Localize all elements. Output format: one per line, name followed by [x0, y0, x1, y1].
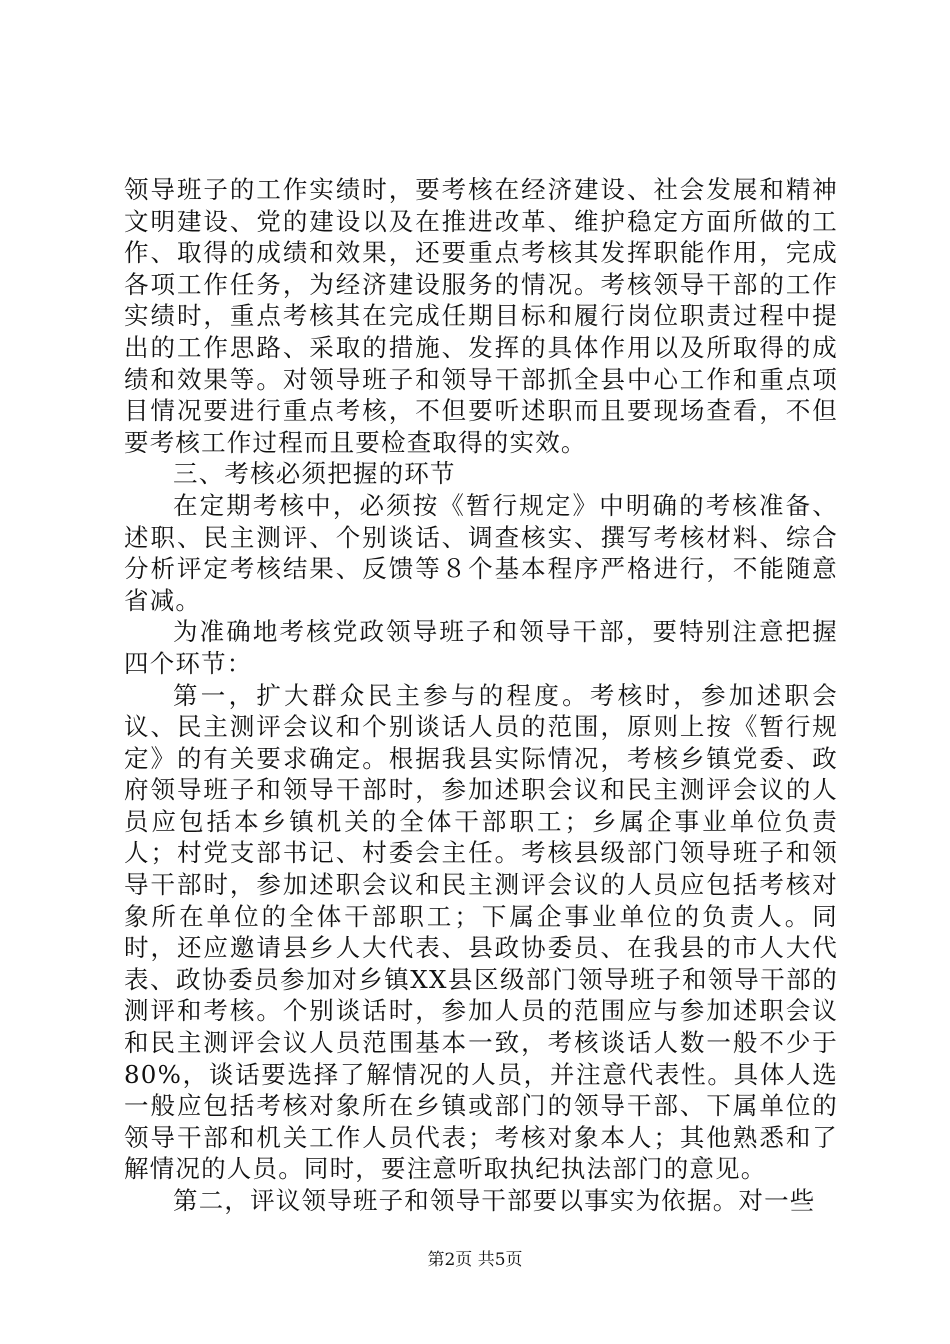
- section-heading: 三、考核必须把握的环节: [173, 459, 456, 489]
- paragraph-4: 第一，扩大群众民主参与的程度。考核时，参加述职会议、民主测评会议和个别谈话人员的范围，原则上按《暂行规定》的有关要求确定。根据我县实际情况，考核乡镇党委、政府领导班子和领导干部时，参加述职会议和民主测评会议的人员应包括本乡镇机关的全体干部职工；乡属企事业单位负责人；村党支部书记、村委会主任。考核县级部门领导班子和领导干部时，参加述职会议和民主测评会议的人员应包括考核对象所在单位的全体干部职工；下属企事业单位的负责人。同时，还应邀请县乡人大代表、县政协委员、在我县的市人大代表、政协委员参加对乡镇XX县区级部门领导班子和领导干部的测评和考核。个别谈话时，参加人员的范围应与参加述职会议和民主测评会议人员范围基本一致，考核谈话人数一般不少于80%，谈话要选择了解情况的人员，并注意代表性。具体人选一般应包括考核对象所在乡镇或部门的领导干部、下属单位的领导干部和机关工作人员代表；考核对象本人；其他熟悉和了解情况的人员。同时，要注意听取执纪执法部门的意见。: [124, 680, 838, 1184]
- paragraph-3: 为准确地考核党政领导班子和领导干部，要特别注意把握四个环节：: [124, 617, 838, 678]
- paragraph-1: 领导班子的工作实绩时，要考核在经济建设、社会发展和精神文明建设、党的建设以及在推进改革、维护稳定方面所做的工作、取得的成绩和效果，还要重点考核其发挥职能作用，完成各项工作任务，为经济建设服务的情况。考核领导干部的工作实绩时，重点考核其在完成任期目标和履行岗位职责过程中提出的工作思路、采取的措施、发挥的具体作用以及所取得的成绩和效果等。对领导班子和领导干部抓全县中心工作和重点项目情况要进行重点考核，不但要听述职而且要现场查看，不但要考核工作过程而且要检查取得的实效。: [124, 175, 838, 457]
- paragraph-5: 第二，评议领导班子和领导干部要以事实为依据。对一些: [173, 1186, 816, 1215]
- paragraph-2: 在定期考核中，必须按《暂行规定》中明确的考核准备、述职、民主测评、个别谈话、调查核实、撰写考核材料、综合分析评定考核结果、反馈等８个基本程序严格进行，不能随意省减。: [124, 490, 838, 615]
- page-footer: 第2页 共5页: [427, 1250, 523, 1270]
- document-body: [124, 174, 838, 1217]
